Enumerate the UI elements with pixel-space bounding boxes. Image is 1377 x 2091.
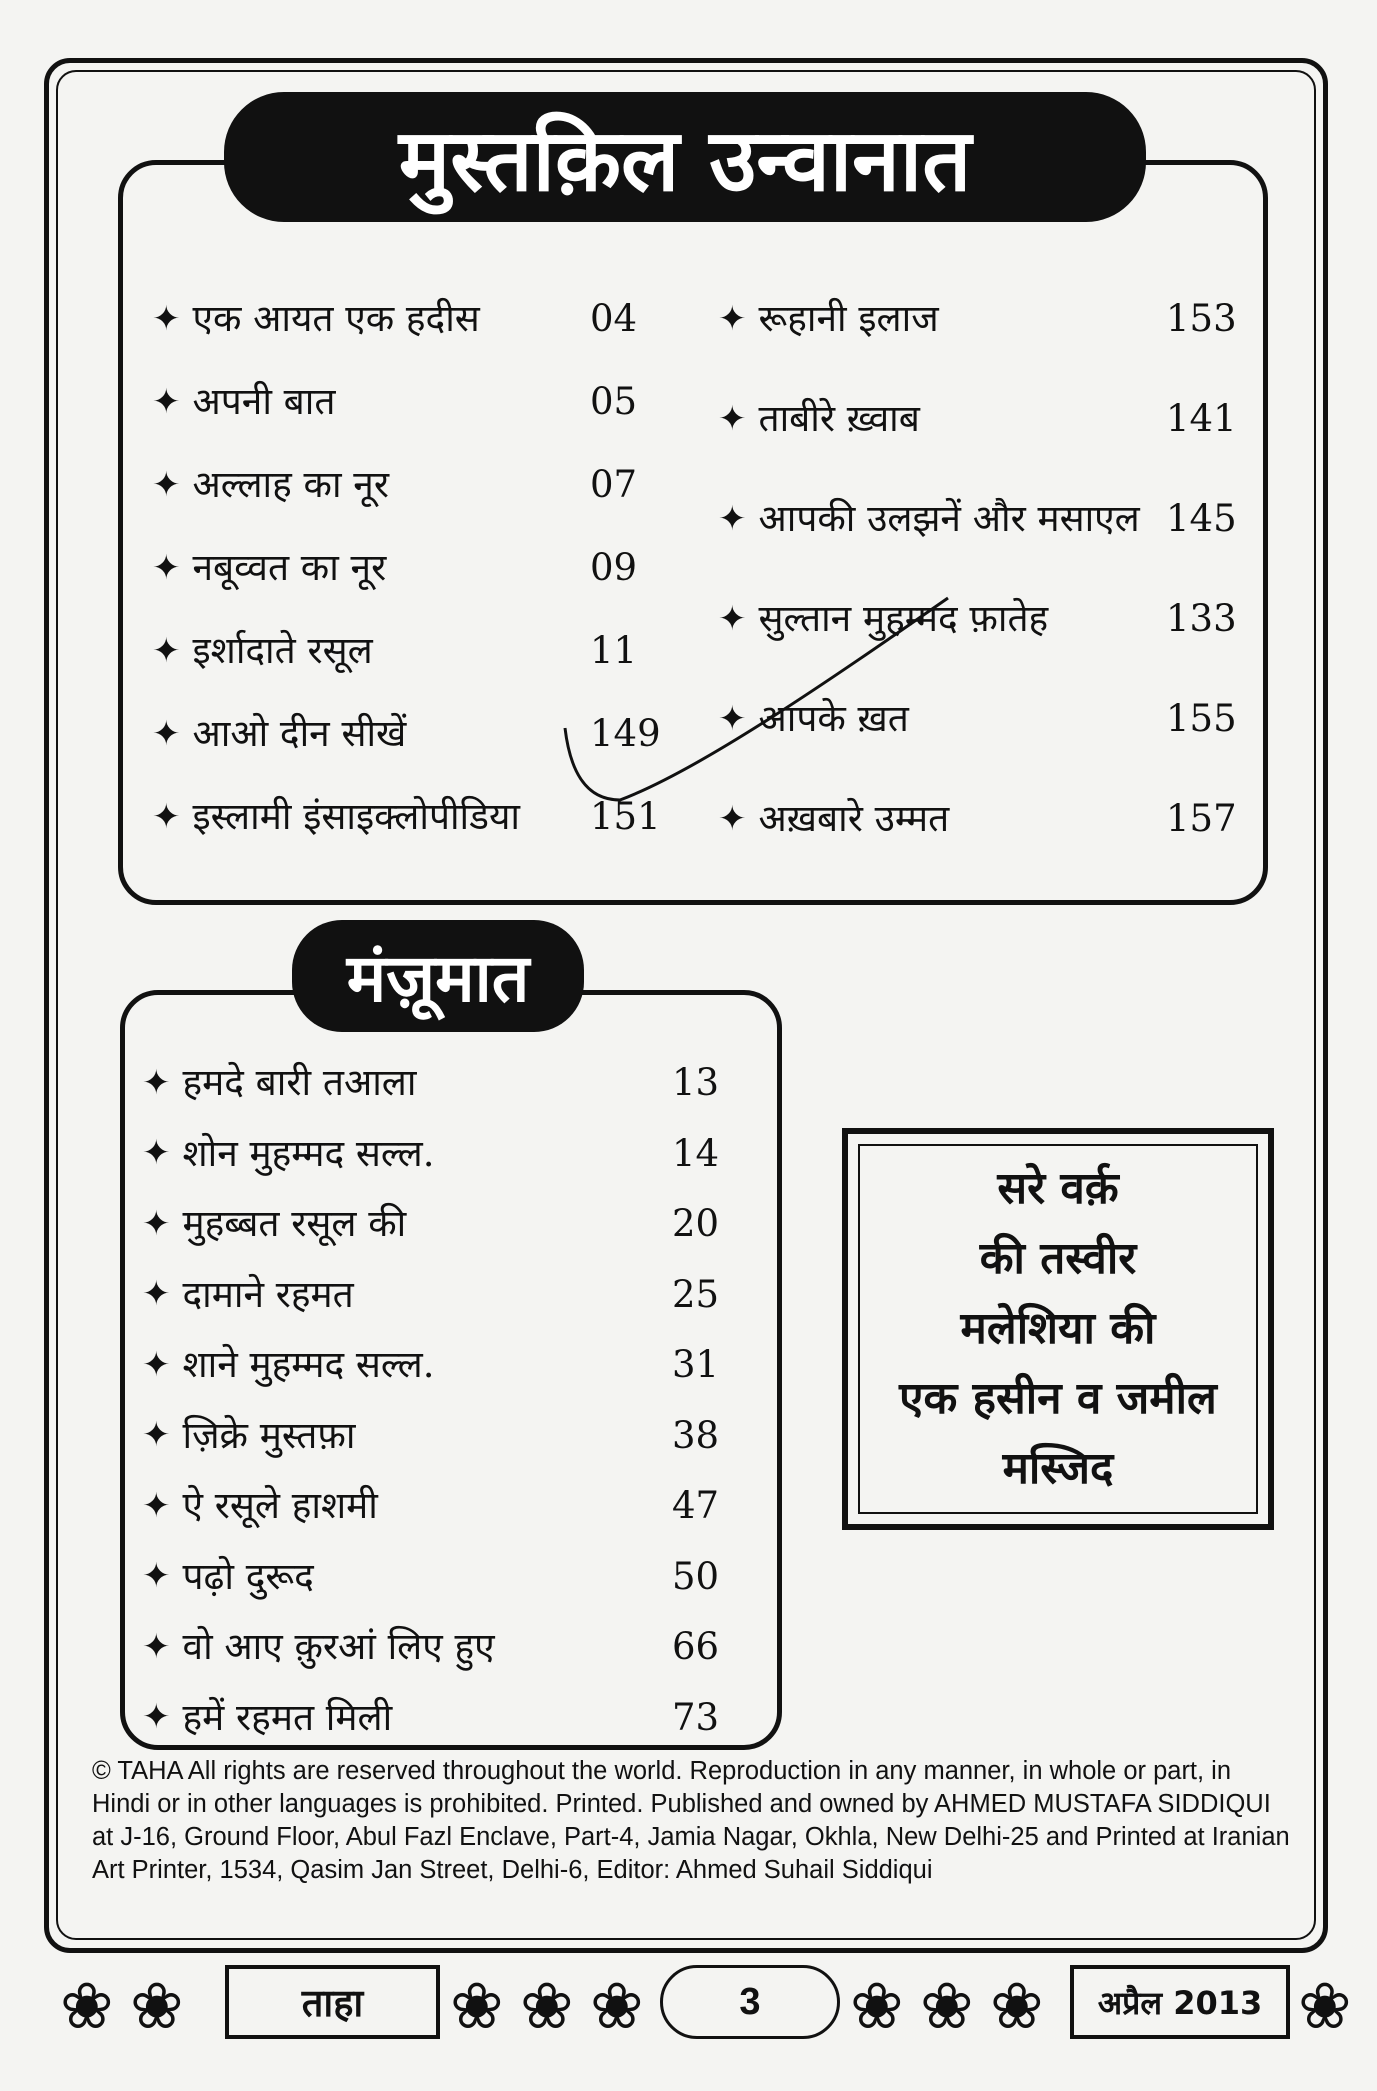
four-point-star-icon: ✦ bbox=[152, 713, 181, 754]
toc-entry-title: दामाने रहमत bbox=[182, 1272, 354, 1316]
toc-entry-title: ताबीरे ख़्वाब bbox=[758, 397, 920, 440]
toc-entry bbox=[142, 1202, 752, 1245]
flower-icon: ❀ bbox=[1298, 1970, 1352, 2044]
four-point-star-icon: ✦ bbox=[142, 1344, 171, 1385]
four-point-star-icon: ✦ bbox=[152, 630, 181, 671]
toc-entry-title: वो आए क़ुरआं लिए हुए bbox=[182, 1625, 495, 1668]
permanent-columns-heading: मुस्तक़िल उन्वानात bbox=[224, 92, 1146, 222]
four-point-star-icon: ✦ bbox=[152, 298, 181, 339]
page-footer bbox=[60, 1955, 1350, 2045]
four-point-star-icon: ✦ bbox=[152, 381, 181, 422]
toc-entry-title: आपकी उलझनें और मसाएल bbox=[758, 497, 1140, 540]
toc-entry-page: 151 bbox=[590, 795, 661, 838]
toc-entry-page: 155 bbox=[1166, 697, 1237, 740]
toc-entry-title: अपनी बात bbox=[192, 380, 336, 423]
toc-entry-title: ज़िक्रे मुस्तफ़ा bbox=[182, 1413, 356, 1457]
cover-note-line: सरे वर्क़ bbox=[997, 1163, 1119, 1214]
toc-entry-title: हमें रहमत मिली bbox=[182, 1695, 393, 1739]
toc-entry bbox=[142, 1061, 752, 1104]
toc-entry bbox=[142, 1343, 752, 1386]
toc-entry-page: 20 bbox=[672, 1202, 720, 1245]
cover-note-line: मलेशिया की bbox=[960, 1303, 1156, 1354]
toc-entry-page: 38 bbox=[672, 1413, 720, 1457]
cover-note-line: की तस्वीर bbox=[979, 1233, 1137, 1284]
toc-entry-page: 73 bbox=[672, 1695, 720, 1739]
toc-entry-page: 14 bbox=[672, 1131, 720, 1175]
four-point-star-icon: ✦ bbox=[152, 796, 181, 837]
toc-entry-title: मुहब्बत रसूल की bbox=[182, 1202, 407, 1245]
copyright-notice: © TAHA All rights are reserved throughout the world. Reproduction in any manner, in whole or part, in Hindi or in other languages is prohibited. Printed. Published and owned by AHMED MUSTAFA SIDDIQUI at J-16, Ground Floor, Abul Fazl Enclave, Part-4, Jamia Nagar, Okhla, New Delhi-25 and Printed at Iranian Art Printer, 1534, Qasim Jan Street, Delhi-6, Editor: Ahmed Suhail Siddiqui bbox=[92, 1757, 1290, 1884]
four-point-star-icon: ✦ bbox=[718, 798, 747, 839]
four-point-star-icon: ✦ bbox=[142, 1556, 171, 1596]
four-point-star-icon: ✦ bbox=[152, 464, 181, 505]
toc-entry-title: अल्लाह का नूर bbox=[192, 463, 389, 506]
toc-entry-title: शोन मुहम्मद सल्ल. bbox=[182, 1131, 435, 1175]
toc-entry bbox=[142, 1625, 752, 1668]
flower-icon: ❀ bbox=[990, 1970, 1044, 2044]
four-point-star-icon: ✦ bbox=[718, 698, 747, 739]
toc-entry-title: इर्शादाते रसूल bbox=[192, 629, 373, 672]
toc-entry-page: 133 bbox=[1166, 597, 1237, 640]
toc-entry-title: अख़बारे उम्मत bbox=[758, 797, 950, 840]
flower-icon: ❀ bbox=[130, 1970, 184, 2044]
four-point-star-icon: ✦ bbox=[142, 1626, 171, 1667]
toc-entry-page: 31 bbox=[672, 1343, 720, 1386]
toc-entry-title: नबूव्वत का नूर bbox=[192, 546, 387, 589]
toc-entry-title: एक आयत एक हदीस bbox=[192, 297, 480, 340]
four-point-star-icon: ✦ bbox=[152, 547, 181, 588]
flower-icon: ❀ bbox=[850, 1970, 904, 2044]
page-number: 3 bbox=[660, 1965, 840, 2039]
poems-heading: मंज़ूमात bbox=[292, 920, 584, 1032]
toc-entry-title: रूहानी इलाज bbox=[758, 297, 939, 340]
toc-entry-title: इस्लामी इंसाइक्लोपीडिया bbox=[192, 795, 520, 838]
four-point-star-icon: ✦ bbox=[142, 1133, 171, 1173]
toc-entry bbox=[142, 1695, 752, 1739]
toc-entry bbox=[142, 1554, 752, 1598]
four-point-star-icon: ✦ bbox=[142, 1697, 171, 1737]
magazine-name: ताहा bbox=[225, 1965, 440, 2039]
toc-entry-title: आपके ख़त bbox=[758, 697, 909, 740]
toc-entry-page: 11 bbox=[590, 629, 638, 672]
four-point-star-icon: ✦ bbox=[142, 1274, 171, 1314]
toc-entry-page: 153 bbox=[1166, 297, 1237, 340]
four-point-star-icon: ✦ bbox=[142, 1062, 171, 1103]
cover-note-line: एक हसीन व जमील bbox=[899, 1373, 1217, 1424]
flower-icon: ❀ bbox=[60, 1970, 114, 2044]
toc-entry bbox=[142, 1413, 752, 1457]
toc-entry-page: 145 bbox=[1166, 497, 1237, 540]
toc-entry-page: 47 bbox=[672, 1484, 720, 1527]
four-point-star-icon: ✦ bbox=[142, 1415, 171, 1455]
issue-date: अप्रैल 2013 bbox=[1070, 1965, 1290, 2039]
toc-entry-title: सुल्तान मुहम्मद फ़ातेह bbox=[758, 597, 1049, 640]
toc-entry-title: शाने मुहम्मद सल्ल. bbox=[182, 1343, 435, 1386]
toc-entry bbox=[142, 1484, 752, 1527]
toc-entry-page: 50 bbox=[672, 1554, 720, 1598]
toc-entry-page: 13 bbox=[672, 1061, 720, 1104]
toc-entry-page: 141 bbox=[1166, 397, 1237, 440]
four-point-star-icon: ✦ bbox=[718, 298, 747, 339]
toc-entry bbox=[142, 1272, 752, 1316]
toc-entry-title: हमदे बारी तआला bbox=[182, 1061, 417, 1104]
four-point-star-icon: ✦ bbox=[142, 1485, 171, 1526]
toc-entry-title: ऐ रसूले हाशमी bbox=[182, 1484, 378, 1527]
toc-entry-title: आओ दीन सीखें bbox=[192, 712, 407, 755]
toc-entry-title: पढ़ो दुरूद bbox=[182, 1554, 314, 1598]
cover-note-box bbox=[842, 1128, 1274, 1530]
flower-icon: ❀ bbox=[590, 1970, 644, 2044]
toc-entry-page: 157 bbox=[1166, 797, 1237, 840]
four-point-star-icon: ✦ bbox=[142, 1203, 171, 1244]
flower-icon: ❀ bbox=[450, 1970, 504, 2044]
toc-entry-page: 25 bbox=[672, 1272, 720, 1316]
toc-entry-page: 04 bbox=[590, 297, 638, 340]
cover-note-line: मस्जिद bbox=[1002, 1443, 1114, 1494]
four-point-star-icon: ✦ bbox=[718, 498, 747, 539]
toc-entry-page: 07 bbox=[590, 463, 638, 506]
toc-entry-page: 149 bbox=[590, 712, 661, 755]
toc-entry-page: 09 bbox=[590, 546, 638, 589]
toc-entry bbox=[142, 1131, 752, 1175]
flower-icon: ❀ bbox=[520, 1970, 574, 2044]
flower-icon: ❀ bbox=[920, 1970, 974, 2044]
four-point-star-icon: ✦ bbox=[718, 598, 747, 639]
four-point-star-icon: ✦ bbox=[718, 398, 747, 439]
toc-entry-page: 05 bbox=[590, 380, 638, 423]
toc-entry-page: 66 bbox=[672, 1625, 720, 1668]
